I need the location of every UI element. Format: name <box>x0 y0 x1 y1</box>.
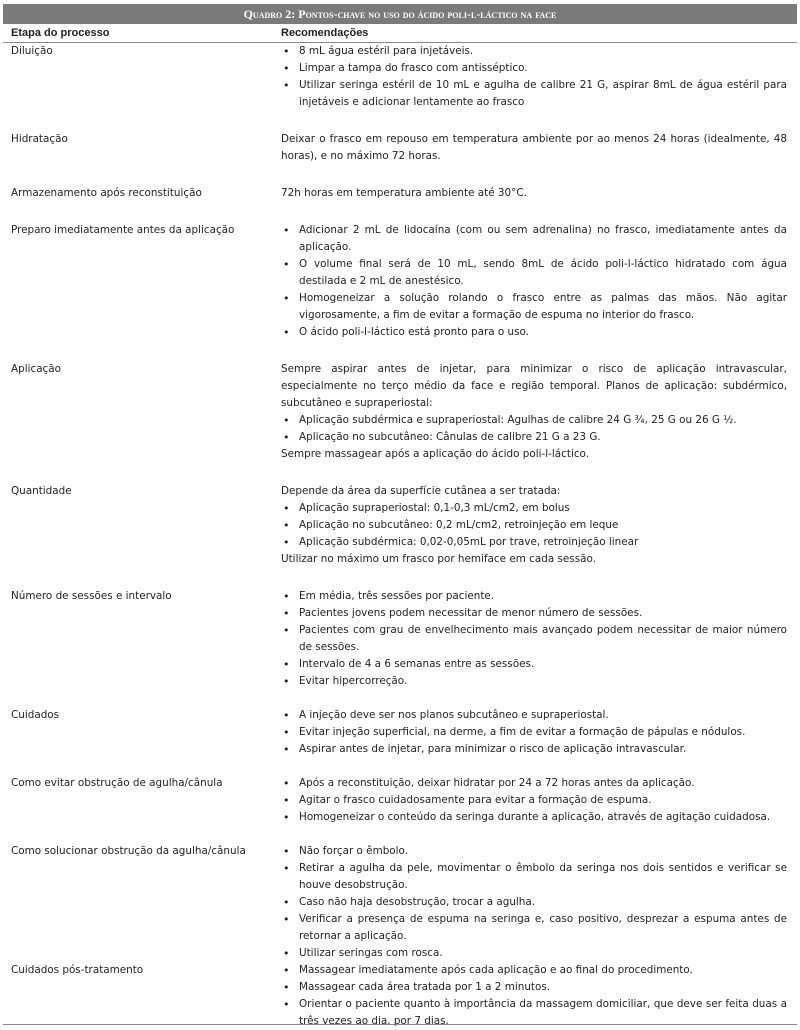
recommendation-list <box>281 43 787 111</box>
list-item: • Aplicação no subcutâneo: Cânulas de calibre 21 G a 23 G. <box>281 429 787 446</box>
stage-cell: Preparo imediatamente antes da aplicação <box>11 224 235 236</box>
recommendation-list <box>281 775 787 826</box>
table-row <box>3 361 797 463</box>
table-header-row <box>3 24 797 43</box>
table-row <box>3 222 797 341</box>
list-item: • A injeção deve ser nos planos subcutâneo e supraperiostal. <box>281 707 787 724</box>
list-item: • Não forçar o êmbolo. <box>281 843 787 860</box>
stage-cell: Como evitar obstrução de agulha/cânula <box>11 777 223 789</box>
list-item: • Homogeneizar a solução rolando o frasco entre as palmas das mãos. Não agitar vigorosamente, a fim de evitar a formação de espuma no interior do frasco. <box>281 290 787 324</box>
recommendation-cell <box>281 483 797 568</box>
list-item: • Aplicação supraperiostal: 0,1-0,3 mL/cm2, em bolus <box>281 500 787 517</box>
stage-cell: Quantidade <box>11 485 72 497</box>
list-item: • Em média, três sessões por paciente. <box>281 588 787 605</box>
table-row <box>3 843 797 962</box>
list-item: • Retirar a agulha da pele, movimentar o êmbolo da seringa nos dois sentidos e verificar se houve desobstrução. <box>281 860 787 894</box>
recommendation-text: Deixar o frasco em repouso em temperatura ambiente por ao menos 24 horas (idealmente, 48 horas), e no máximo 72 horas. <box>281 133 787 162</box>
table-bottom-rule <box>3 1024 797 1025</box>
stage-cell: Hidratação <box>11 133 68 145</box>
table-row <box>3 43 797 111</box>
table-row <box>3 707 797 758</box>
list-item: • Pacientes jovens podem necessitar de menor número de sessões. <box>281 605 787 622</box>
list-item: • Homogeneizar o conteúdo da seringa durante a aplicação, através de agitação cuidadosa. <box>281 809 787 826</box>
table-row <box>3 483 797 568</box>
list-item: • O ácido poli-l-láctico está pronto para o uso. <box>281 324 787 341</box>
stage-cell: Armazenamento após reconstituição <box>11 187 202 199</box>
recommendation-cell <box>281 962 797 1030</box>
stage-cell: Como solucionar obstrução da agulha/cânula <box>11 845 246 857</box>
stage-cell: Aplicação <box>11 363 61 375</box>
list-item: • Aplicação subdérmica: 0,02-0,05mL por trave, retroinjeção linear <box>281 534 787 551</box>
table-row <box>3 131 797 165</box>
list-item: • Evitar injeção superficial, na derme, a fim de evitar a formação de pápulas e nódulos. <box>281 724 787 741</box>
recommendation-cell <box>281 707 797 758</box>
table-row <box>3 962 797 1030</box>
list-item: • Adicionar 2 mL de lidocaína (com ou sem adrenalina) no frasco, imediatamente antes da aplicação. <box>281 222 787 256</box>
recommendation-cell <box>281 361 797 463</box>
list-item: • Intervalo de 4 a 6 semanas entre as sessões. <box>281 656 787 673</box>
recommendation-list <box>281 707 787 758</box>
header-recommendations: Recomendações <box>281 27 369 39</box>
stage-cell: Cuidados <box>11 709 60 721</box>
list-item: • 8 mL água estéril para injetáveis. <box>281 43 787 60</box>
recommendation-list <box>281 588 787 690</box>
list-item: • Limpar a tampa do frasco com antisséptico. <box>281 60 787 77</box>
list-item: • Pacientes com grau de envelhecimento mais avançado podem necessitar de maior número de sessões. <box>281 622 787 656</box>
recommendation-cell <box>281 843 797 962</box>
list-item: • Massagear imediatamente após cada aplicação e ao final do procedimento. <box>281 962 787 979</box>
stage-cell: Cuidados pós-tratamento <box>11 964 144 976</box>
recommendation-list <box>281 962 787 1030</box>
list-item: • Orientar o paciente quanto à importância da massagem domiciliar, que deve ser feita duas a três vezes ao dia, por 7 dias. <box>281 996 787 1030</box>
recommendation-cell <box>281 43 797 111</box>
list-item: • Verificar a presença de espuma na seringa e, caso positivo, desprezar a espuma antes de retornar a aplicação. <box>281 911 787 945</box>
recommendation-text: Sempre massagear após a aplicação do ácido poli-l-láctico. <box>281 448 590 460</box>
list-item: • Evitar hipercorreção. <box>281 673 787 690</box>
list-item: • Massagear cada área tratada por 1 a 2 minutos. <box>281 979 787 996</box>
list-item: • Utilizar seringas com rosca. <box>281 945 787 962</box>
stage-cell: Número de sessões e intervalo <box>11 590 172 602</box>
recommendation-text: 72h horas em temperatura ambiente até 30°C. <box>281 187 527 199</box>
recommendation-cell <box>281 775 797 826</box>
table-title: Quadro 2: Pontos-chave no uso do ácido poli-l-láctico na face <box>3 4 797 24</box>
table-body <box>3 43 797 1030</box>
list-item: • Aplicação subdérmica e supraperiostal: Agulhas de calibre 24 G ¾, 25 G ou 26 G ½. <box>281 412 787 429</box>
recommendation-text: Sempre aspirar antes de injetar, para minimizar o risco de aplicação intravascular, especialmente no terço médio da face e região temporal. Planos de aplicação: subdérmico, subcutâneo e supraperiostal: <box>281 363 787 409</box>
recommendation-list <box>281 843 787 962</box>
list-item: • Caso não haja desobstrução, trocar a agulha. <box>281 894 787 911</box>
table-row <box>3 185 797 202</box>
header-stage: Etapa do processo <box>11 27 110 39</box>
recommendation-cell <box>281 588 797 690</box>
recommendation-text: Depende da área da superfície cutânea a ser tratada: <box>281 485 561 497</box>
table-row <box>3 588 797 690</box>
list-item: • Agitar o frasco cuidadosamente para evitar a formação de espuma. <box>281 792 787 809</box>
list-item: • Utilizar seringa estéril de 10 mL e agulha de calibre 21 G, aspirar 8mL de água estéril para injetáveis e adicionar lentamente ao frasco <box>281 77 787 111</box>
table-row <box>3 775 797 826</box>
recommendation-text: Utilizar no máximo um frasco por hemiface em cada sessão. <box>281 553 596 565</box>
recommendation-cell <box>281 185 797 202</box>
list-item: • Aplicação no subcutâneo: 0,2 mL/cm2, retroinjeção em leque <box>281 517 787 534</box>
recommendation-list <box>281 222 787 341</box>
list-item: • Após a reconstituição, deixar hidratar por 24 a 72 horas antes da aplicação. <box>281 775 787 792</box>
stage-cell: Diluição <box>11 45 53 57</box>
recommendation-cell <box>281 131 797 165</box>
recommendation-cell <box>281 222 797 341</box>
recommendation-list <box>281 500 787 551</box>
recommendation-list <box>281 412 787 446</box>
list-item: • Aspirar antes de injetar, para minimizar o risco de aplicação intravascular. <box>281 741 787 758</box>
list-item: • O volume final será de 10 mL, sendo 8mL de ácido poli-l-láctico hidratado com água destilada e 2 mL de anestésico. <box>281 256 787 290</box>
